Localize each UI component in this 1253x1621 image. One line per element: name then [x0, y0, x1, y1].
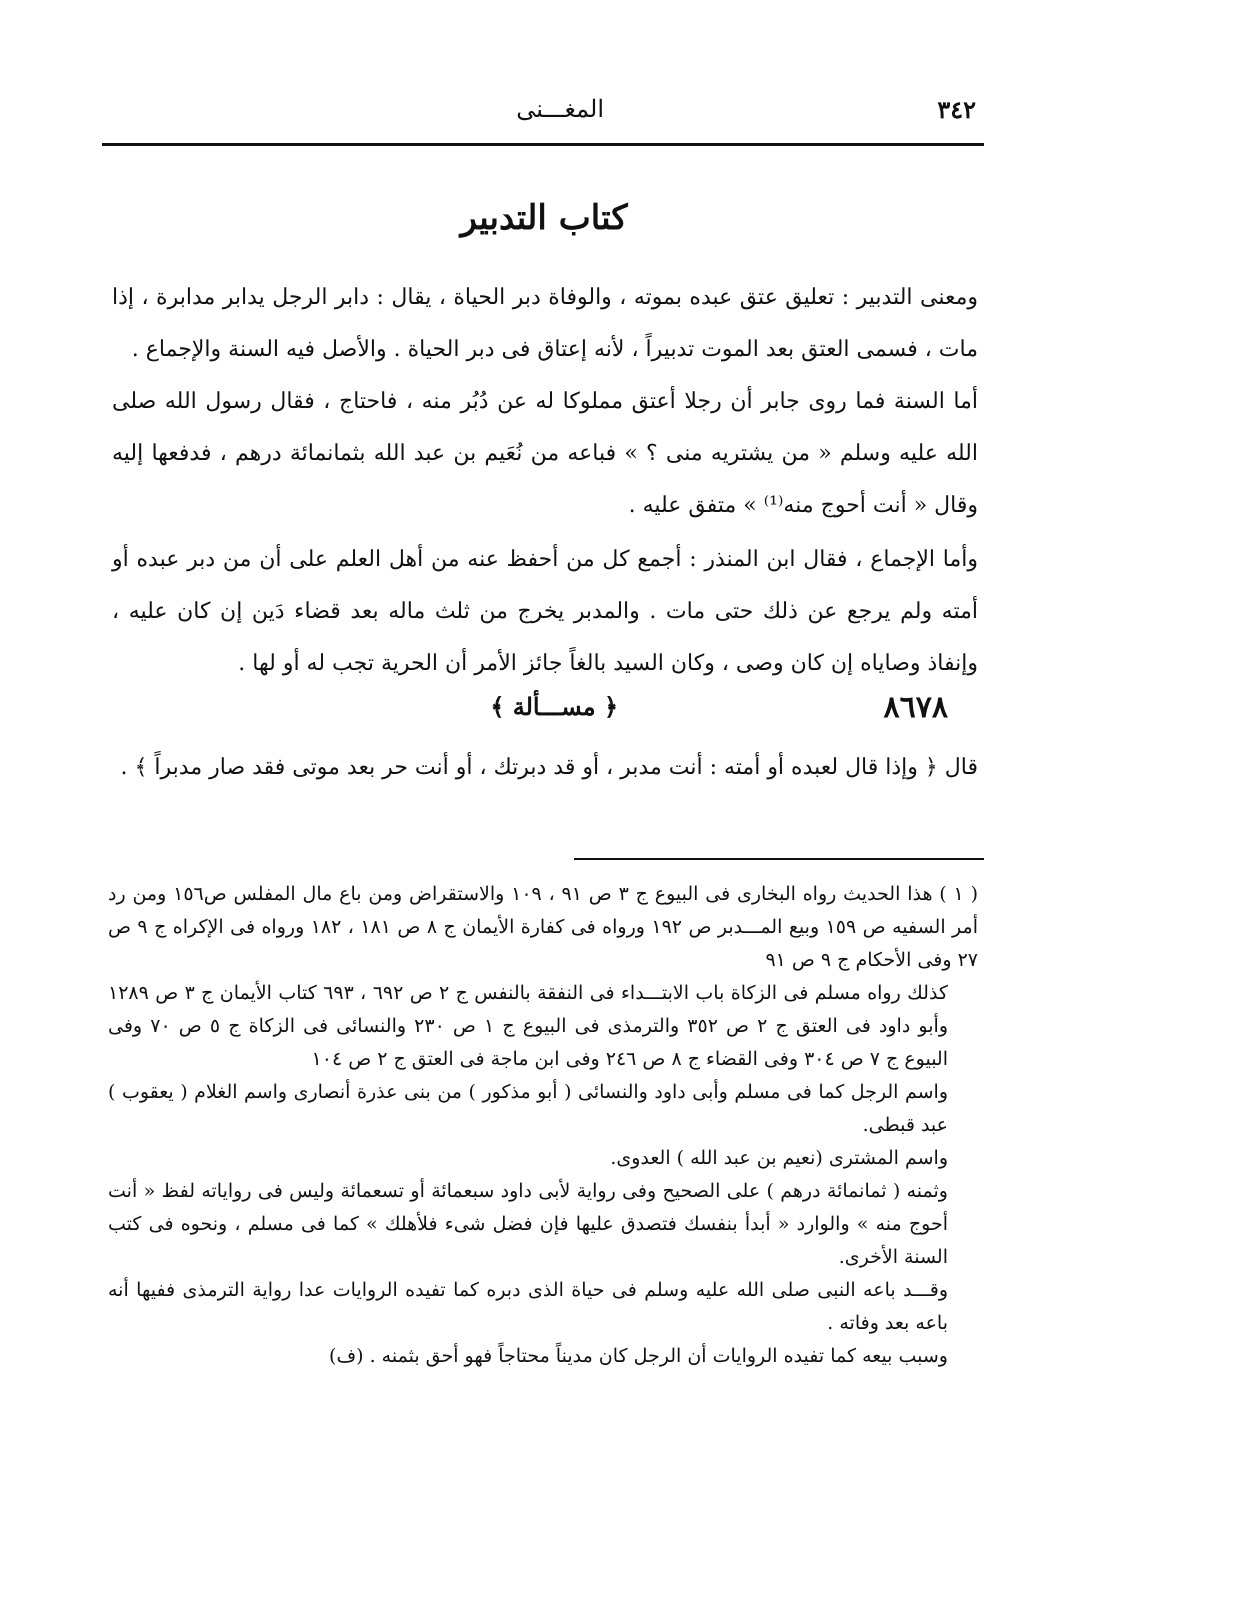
footnote-1: ( ١ ) هذا الحديث رواه البخارى فى البيوع ج ٣ ص ٩١ ، ١٠٩ والاستقراض ومن باع مال المفلس ص١٥٦ ومن رد أمر السفيه ص ١٥٩ وبيع المـــدبر ص ١٩٢ ورواه فى كفارة الأيمان ج ٨ ص ١٨١ ، ١٨٢ ورواه فى الإكراه ج ٩ ص ٢٧ وفى الأحكام ج ٩ ص ٩١ — [108, 883, 978, 971]
paragraph-ijma: وأما الإجماع ، فقال ابن المنذر : أجمع كل من أحفظ عنه من أهل العلم على أن من دبر عبده أو أمته ولم يرجع عن ذلك حتى مات . والمدبر يخرج من ثلث ماله بعد قضاء دَين إن كان عليه ، وإنفاذ وصاياه إن كان وصى ، وكان السيد بالغاً جائز الأمر أن الحرية تجب له أو لها . — [112, 547, 978, 676]
masala-label: ﴿ مســـألة ﴾ — [490, 692, 618, 721]
footnote-man-name: واسم الرجل كما فى مسلم وأبى داود والنسائى ( أبو مذكور ) من بنى عذرة أنصارى واسم الغلام ( يعقوب ) عبد قبطى. — [108, 1081, 948, 1136]
masala-number: ٨٦٧٨ — [883, 690, 948, 725]
running-title: المغـــنى — [516, 95, 604, 123]
footnote-reason: وسبب بيعه كما تفيده الروايات أن الرجل كان مديناً محتاجاً فهو أحق بثمنه . (ف) — [329, 1345, 948, 1367]
footnote-sale: وقـــد باعه النبى صلى الله عليه وسلم فى حياة الذى دبره كما تفيده الروايات عدا رواية الترمذى ففيها أنه باعه بعد وفاته . — [108, 1279, 948, 1334]
footnote-muslim: كذلك رواه مسلم فى الزكاة باب الابتـــداء فى النفقة بالنفس ج ٢ ص ٦٩٢ ، ٦٩٣ كتاب الأيمان ج ٣ ص ١٢٨٩ وأبو داود فى العتق ج ٢ ص ٣٥٢ والترمذى فى البيوع ج ١ ص ٢٣٠ والنسائى فى الزكاة ج ٥ ص ٧٠ وفى البيوع ج ٧ ص ٣٠٤ وفى القضاء ج ٨ ص ٢٤٦ وفى ابن ماجة فى العتق ج ٢ ص ١٠٤ — [108, 982, 948, 1070]
header-divider — [102, 143, 984, 146]
chapter-title: كتاب التدبير — [460, 198, 628, 238]
paragraph-sunnah: أما السنة فما روى جابر أن رجلا أعتق مملوكا له عن دُبُر منه ، فاحتاج ، فقال رسول الله صلى الله عليه وسلم « من يشتريه منى ؟ » فباعه من نُعَيم بن عبد الله بثمانمائة درهم ، فدفعها إليه وقال « أنت أحوج منه⁽¹⁾ » متفق عليه . — [112, 389, 978, 518]
paragraph-definition: ومعنى التدبير : تعليق عتق عبده بموته ، والوفاة دبر الحياة ، يقال : دابر الرجل يدابر مدابرة ، إذا مات ، فسمى العتق بعد الموت تدبيراً ، لأنه إعتاق فى دبر الحياة . والأصل فيه السنة والإجماع . — [112, 285, 978, 362]
masala-text: قال ﴿ وإذا قال لعبده أو أمته : أنت مدبر ، أو قد دبرتك ، أو أنت حر بعد موتى فقد صار مدبراً ﴾ . — [120, 755, 978, 780]
footnotes — [108, 878, 978, 1373]
page-number: ٣٤٢ — [937, 95, 976, 124]
masala-heading — [112, 690, 978, 740]
page-header — [104, 95, 984, 135]
footnote-price: وثمنه ( ثمانمائة درهم ) على الصحيح وفى رواية لأبى داود سبعمائة أو تسعمائة وليس فى رواياته لفظ « أنت أحوج منه » والوارد « أبدأ بنفسك فتصدق عليها فإن فضل شىء فلأهلك » كما فى مسلم ، ونحوه فى كتب السنة الأخرى. — [108, 1180, 948, 1268]
footnote-divider — [574, 858, 984, 860]
footnote-buyer-name: واسم المشترى (نعيم بن عبد الله ) العدوى. — [610, 1147, 948, 1169]
